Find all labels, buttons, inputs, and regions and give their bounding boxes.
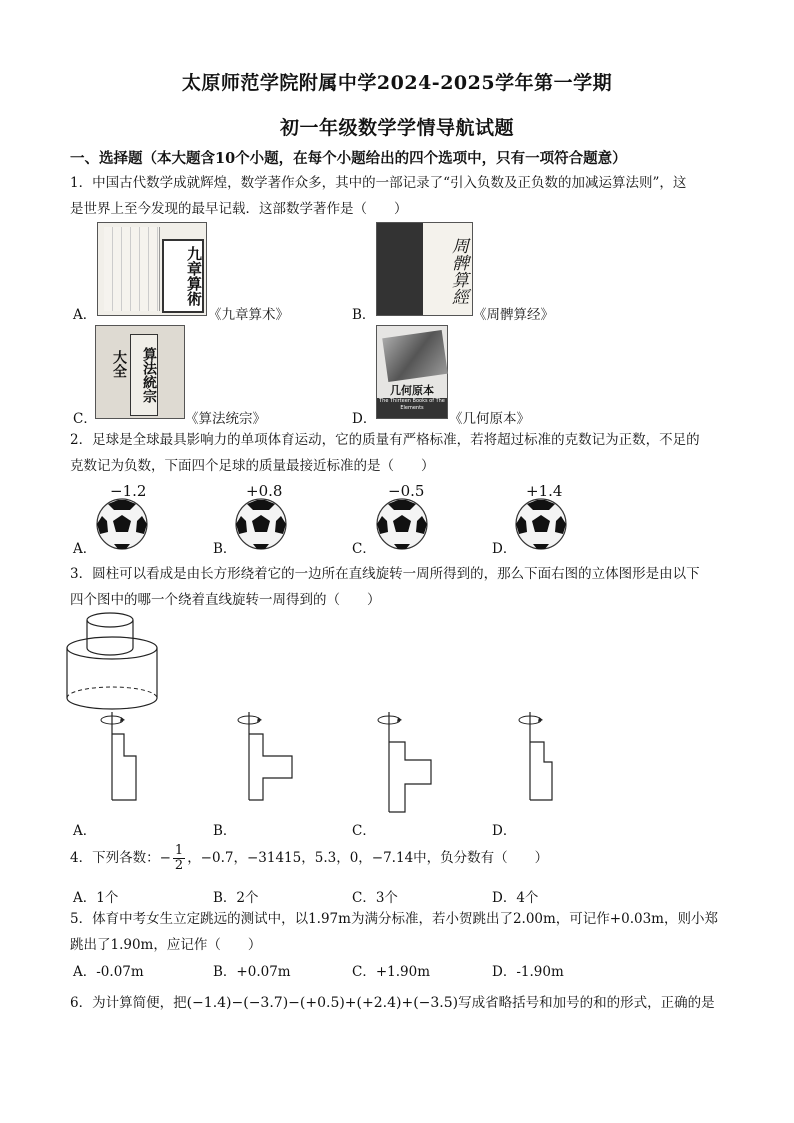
question-3-line1: 3．圆柱可以看成是由长方形绕着它的一边所在直线旋转一周所得到的，那么下面右图的立体图形是由以下 — [70, 566, 700, 582]
q2-option-d-letter: D． — [492, 541, 517, 557]
question-1 — [70, 170, 730, 222]
football-b — [236, 499, 286, 549]
question-5-line1: 5．体育中考女生立定跳远的测试中，以1.97m为满分标准，若小贺跳出了2.00m，可记作+0.03m，则小郑 — [70, 911, 718, 927]
q3-rotation-figures — [90, 712, 710, 817]
q3-figure-c — [378, 712, 431, 812]
q4-option-b: B．2个 — [213, 890, 259, 906]
q1-option-c-letter: C． — [73, 411, 97, 427]
question-3-line2: 四个图中的哪一个绕着直线旋转一周得到的（ ） — [70, 592, 381, 608]
q2-value-d: +1.4 — [526, 482, 563, 500]
q5-option-c: C．+1.90m — [352, 964, 431, 980]
book-cover-jiuzhang — [97, 222, 207, 316]
q2-option-c-letter: C． — [352, 541, 376, 557]
exam-title-line1: 太原师范学院附属中学2024-2025学年第一学期 — [181, 72, 613, 94]
q3-option-b-letter: B． — [213, 823, 237, 839]
q5-option-d: D．-1.90m — [492, 964, 564, 980]
q3-option-d-letter: D． — [492, 823, 517, 839]
q3-figure-d — [519, 712, 552, 800]
q4-option-a: A．1个 — [73, 890, 119, 906]
q3-figure-b — [238, 712, 292, 800]
q1-option-c-caption: 《算法统宗》 — [185, 411, 266, 427]
q4-option-d: D．4个 — [492, 890, 539, 906]
q5-option-b: B．+0.07m — [213, 964, 291, 980]
question-3 — [70, 561, 730, 613]
question-2 — [70, 427, 730, 479]
question-4-suffix: ，−0.7，−31415，5.3，0，−7.14中，负分数有（ ） — [187, 850, 549, 866]
question-6-suffix: 写成省略括号和加号的和的形式，正确的是 — [458, 995, 715, 1011]
q2-option-b-letter: B． — [213, 541, 237, 557]
q1-option-b-caption: 《周髀算经》 — [473, 307, 554, 323]
fraction-denominator: 2 — [174, 858, 184, 873]
q1-option-d-letter: D． — [352, 411, 377, 427]
question-2-line1: 2．足球是全球最具影响力的单项体育运动，它的质量有严格标准，若将超过标准的克数记为正数，不足的 — [70, 432, 700, 448]
question-5-line2: 跳出了1.90m，应记作（ ） — [70, 937, 262, 953]
q1-option-a-letter: A． — [73, 307, 97, 323]
exam-title-line2: 初一年级数学学情导航试题 — [279, 117, 514, 139]
q1-option-a-caption: 《九章算术》 — [208, 307, 289, 323]
q3-option-a-letter: A． — [73, 823, 97, 839]
q2-value-c: −0.5 — [388, 482, 425, 500]
fraction-numerator: 1 — [174, 843, 184, 858]
question-1-line2: 是世界上至今发现的最早记载．这部数学著作是（ ） — [70, 201, 408, 217]
q3-figure-a — [101, 712, 136, 800]
section-heading: 一、选择题（本大题含10个小题，在每个小题给出的四个选项中，只有一项符合题意） — [70, 150, 627, 167]
cover-title: 周髀算經 — [448, 237, 468, 305]
question-6-prefix: 6．为计算简便，把 — [70, 995, 187, 1011]
football-c — [377, 499, 427, 549]
question-2-line2: 克数记为负数，下面四个足球的质量最接近标准的是（ ） — [70, 458, 435, 474]
q4-option-c: C．3个 — [352, 890, 398, 906]
q5-option-a: A．-0.07m — [73, 964, 144, 980]
book-cover-jihe — [376, 325, 448, 419]
q3-option-c-letter: C． — [352, 823, 376, 839]
q2-option-a-letter: A． — [73, 541, 97, 557]
q1-option-b-letter: B． — [352, 307, 376, 323]
question-4-prefix: 4．下列各数：− — [70, 850, 171, 866]
cover-subtitle: The Thirteen Books of The Elements — [377, 398, 447, 418]
question-1-line1: 1．中国古代数学成就辉煌，数学著作众多，其中的一部记录了“引入负数及正负数的加减运算法则”，这 — [70, 175, 687, 191]
book-cover-suanfa — [95, 325, 185, 419]
football-d — [516, 499, 566, 549]
cover-title: 算法統宗 — [130, 334, 158, 416]
book-cover-zhoubi — [376, 222, 473, 316]
question-6 — [70, 990, 740, 1016]
question-4 — [70, 843, 730, 873]
q3-solid-figure — [60, 608, 180, 713]
question-5 — [70, 906, 730, 958]
cover-title-2: 大全 — [111, 349, 127, 378]
q1-option-d-caption: 《几何原本》 — [449, 411, 530, 427]
football-a — [97, 499, 147, 549]
question-6-expression: (−1.4)−(−3.7)−(+0.5)+(+2.4)+(−3.5) — [186, 995, 459, 1011]
fraction-one-half — [173, 844, 185, 873]
cover-title: 几何原本 — [390, 384, 434, 397]
q2-value-a: −1.2 — [110, 482, 147, 500]
cover-title: 九章算術 — [162, 239, 204, 313]
q2-value-b: +0.8 — [246, 482, 283, 500]
